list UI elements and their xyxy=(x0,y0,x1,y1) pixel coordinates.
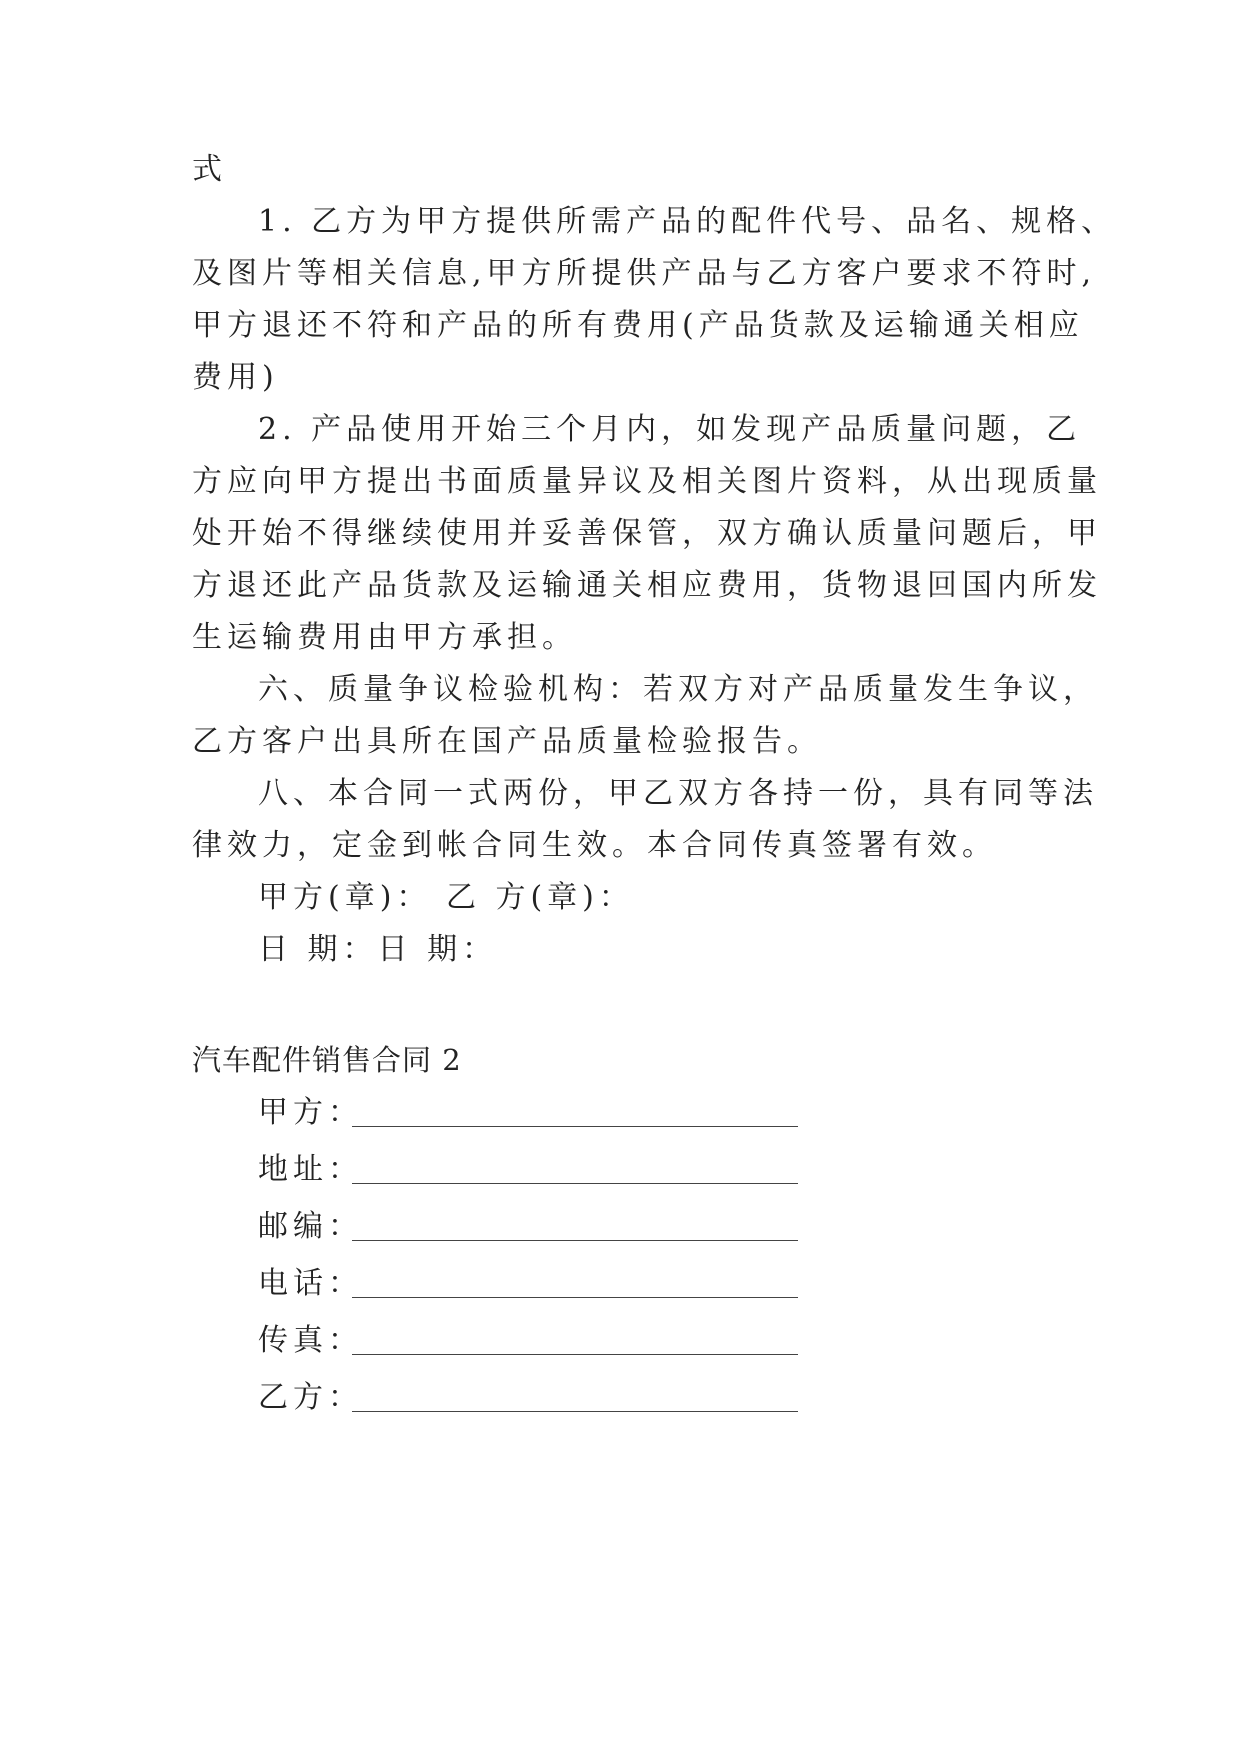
date-line: 日 期：日 期： xyxy=(258,932,498,967)
blank-line xyxy=(352,1183,798,1184)
field-label: 邮编： xyxy=(258,1209,363,1244)
form-field-postcode xyxy=(258,1207,798,1247)
form-field-phone xyxy=(258,1264,798,1304)
clause-2-line: 2. 产品使用开始三个月内，如发现产品质量问题，乙 xyxy=(258,412,1082,447)
field-label: 传真： xyxy=(258,1323,363,1358)
clause-1-line: 1. 乙方为甲方提供所需产品的配件代号、品名、规格、 xyxy=(258,204,1117,239)
section-title: 汽车配件销售合同 2 xyxy=(192,1043,462,1077)
text-line: 乙方客户出具所在国产品质量检验报告。 xyxy=(192,724,822,759)
text-line: 律效力，定金到帐合同生效。本合同传真签署有效。 xyxy=(192,828,997,863)
field-label: 电话： xyxy=(258,1266,363,1301)
clause-6-line: 六、质量争议检验机构：若双方对产品质量发生争议， xyxy=(258,672,1098,707)
blank-line xyxy=(352,1354,798,1355)
text-line: 及图片等相关信息,甲方所提供产品与乙方客户要求不符时, xyxy=(192,256,1097,291)
form-field-party-a xyxy=(258,1093,798,1133)
form-field-address xyxy=(258,1150,798,1190)
text-line: 式 xyxy=(192,152,227,187)
signature-line: 甲方(章)： 乙 方(章)： xyxy=(258,880,634,915)
field-label: 地址： xyxy=(258,1152,363,1187)
text-line: 方退还此产品货款及运输通关相应费用，货物退回国内所发 xyxy=(192,568,1102,603)
blank-line xyxy=(352,1411,798,1412)
blank-line xyxy=(352,1240,798,1241)
form-field-party-b xyxy=(258,1378,798,1418)
text-line: 方应向甲方提出书面质量异议及相关图片资料，从出现质量 xyxy=(192,464,1102,499)
field-label: 乙方： xyxy=(258,1380,363,1415)
text-line: 处开始不得继续使用并妥善保管，双方确认质量问题后，甲 xyxy=(192,516,1102,551)
text-line: 生运输费用由甲方承担。 xyxy=(192,620,577,655)
text-line: 费用) xyxy=(192,360,279,395)
form-field-fax xyxy=(258,1321,798,1361)
field-label: 甲方： xyxy=(258,1095,363,1130)
text-line: 甲方退还不符和产品的所有费用(产品货款及运输通关相应 xyxy=(192,308,1084,343)
blank-line xyxy=(352,1126,798,1127)
clause-8-line: 八、本合同一式两份，甲乙双方各持一份，具有同等法 xyxy=(258,776,1098,811)
blank-line xyxy=(352,1297,798,1298)
